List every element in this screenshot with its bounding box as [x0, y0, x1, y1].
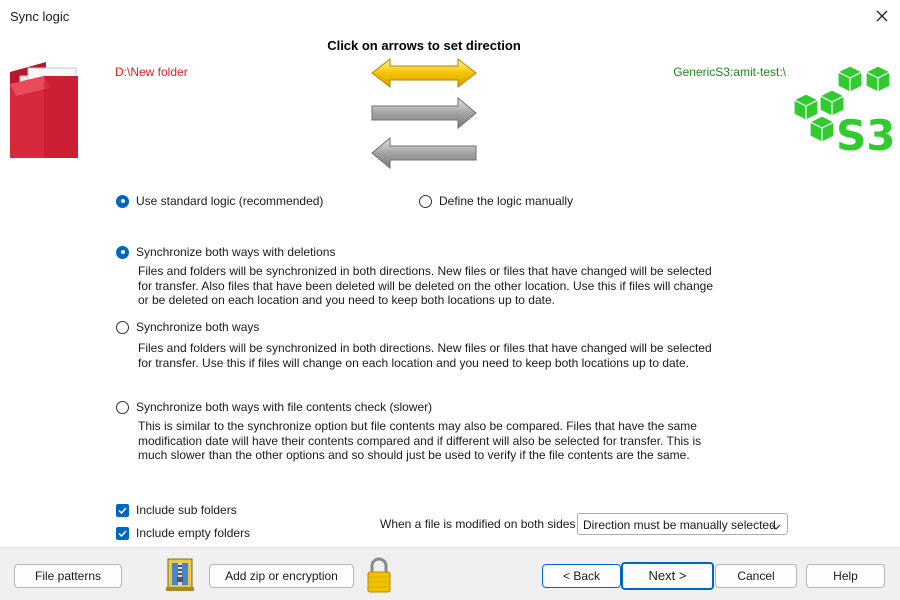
- manual-logic-radio[interactable]: [419, 194, 573, 208]
- description-line: or be deleted on each location and you need to keep both locations up to date.: [138, 293, 555, 308]
- sync-mode-description: [138, 264, 718, 308]
- button-bar: [0, 547, 900, 600]
- local-path: D:\New folder: [115, 65, 188, 79]
- radio-indicator: [116, 195, 129, 208]
- window-title: Sync logic: [10, 9, 70, 24]
- description-line: much slower than the other options and so should just be used to verify if the file contents are the same.: [138, 448, 690, 463]
- s3-logo-text: S3: [836, 111, 896, 160]
- include-empty-folders-checkbox[interactable]: [116, 526, 250, 540]
- cancel-button[interactable]: Cancel: [715, 564, 797, 588]
- conflict-label: When a file is modified on both sides: [380, 517, 576, 531]
- radio-indicator: [419, 195, 432, 208]
- sync-both-ways-arrow[interactable]: [368, 56, 480, 90]
- standard-logic-radio[interactable]: [116, 194, 323, 208]
- description-line: modification date will have their contents compared and if different will also be selected for transfer. This is: [138, 433, 702, 448]
- remote-path: GenericS3:amit-test:\: [673, 65, 786, 79]
- conflict-value: Direction must be manually selected: [583, 518, 776, 532]
- lock-icon: [366, 556, 392, 594]
- conflict-resolution-dropdown[interactable]: [577, 513, 788, 535]
- next-button[interactable]: Next >: [621, 562, 714, 590]
- manual-logic-label: Define the logic manually: [439, 194, 574, 208]
- standard-logic-label: Use standard logic (recommended): [136, 194, 324, 208]
- sync-mode-description: [138, 419, 718, 463]
- description-line: Files and folders will be synchronized in both directions. New files or files that have changed will be selected: [138, 341, 712, 355]
- sync-mode-label: Synchronize both ways with deletions: [136, 245, 336, 259]
- sync-with-deletions-radio[interactable]: [116, 245, 335, 259]
- local-folder-icon: [6, 58, 84, 162]
- radio-indicator: [116, 401, 129, 414]
- include-sub-folders-checkbox[interactable]: [116, 503, 237, 517]
- radio-indicator: [116, 321, 129, 334]
- sync-mode-label: Synchronize both ways with file contents check (slower): [136, 400, 433, 414]
- sync-mode-label: Synchronize both ways: [136, 320, 260, 334]
- description-line: for transfer. Also files that have been deleted will be deleted on the other location. Use this if files will change: [138, 278, 714, 293]
- close-icon[interactable]: [870, 4, 894, 28]
- direction-heading: Click on arrows to set direction: [327, 38, 521, 53]
- description-line: Files and folders will be synchronized in both directions. New files or files that have changed will be selected: [138, 264, 712, 278]
- sync-both-ways-radio[interactable]: [116, 320, 259, 334]
- add-zip-encryption-button[interactable]: Add zip or encryption: [209, 564, 354, 588]
- zip-archive-icon: [164, 557, 198, 593]
- sync-right-arrow[interactable]: [368, 96, 480, 130]
- include-empty-folders-label: Include empty folders: [136, 526, 251, 540]
- chevron-down-icon: [771, 520, 781, 534]
- sync-left-arrow[interactable]: [368, 136, 480, 170]
- checkmark-icon: [116, 504, 129, 517]
- description-line: This is similar to the synchronize option but file contents may also be compared. Files that have the same: [138, 419, 697, 433]
- sync-contents-check-radio[interactable]: [116, 400, 432, 414]
- file-patterns-button[interactable]: File patterns: [14, 564, 122, 588]
- sync-mode-description: [138, 341, 718, 370]
- back-button[interactable]: < Back: [542, 564, 621, 588]
- title-bar: [0, 0, 900, 32]
- description-line: for transfer. Use this if files will change on each location and you need to keep both locations up to date.: [138, 355, 690, 370]
- radio-indicator: [116, 246, 129, 259]
- checkmark-icon: [116, 527, 129, 540]
- s3-cubes-icon: [792, 66, 896, 164]
- include-sub-folders-label: Include sub folders: [136, 503, 237, 517]
- help-button[interactable]: Help: [806, 564, 885, 588]
